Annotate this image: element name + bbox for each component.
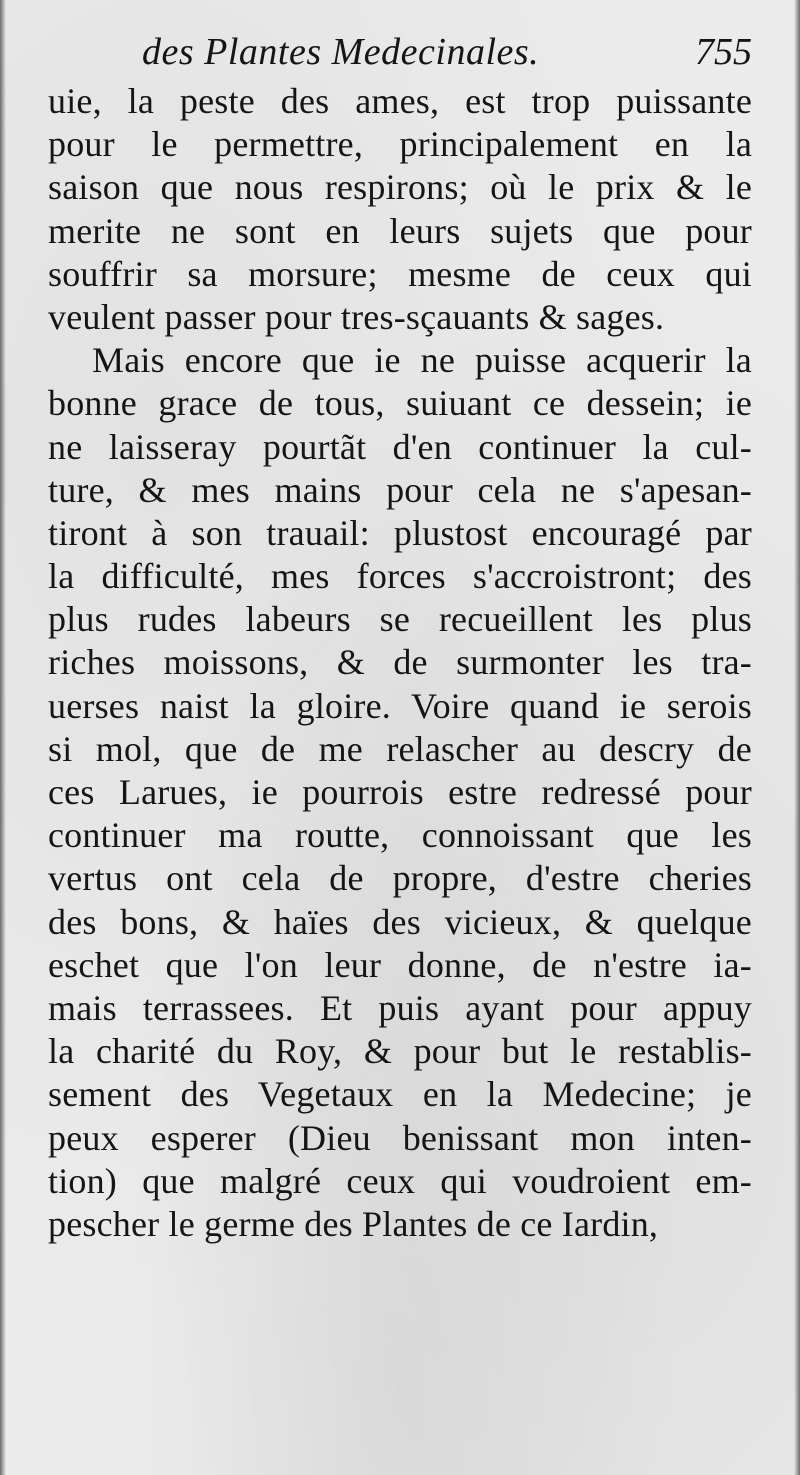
paragraph-first-line: Mais encore que ie ne puisse acquerir la — [92, 340, 752, 381]
running-header — [50, 28, 752, 76]
text-line: peux esperer (Dieu benissant mon inten- — [48, 1117, 752, 1158]
running-title: des Plantes Medecinales. — [142, 31, 540, 73]
page-edge-shadow-left — [0, 0, 6, 1475]
text-line: uerses naist la gloire. Voire quand ie serois — [48, 685, 752, 726]
text-line: ne laisseray pourtãt d'en continuer la cul- — [48, 426, 752, 467]
text-line: ces Larues, ie pourrois estre redressé pour — [48, 772, 752, 812]
text-line: veulent passer pour tres-sçauants & sages. — [48, 296, 665, 337]
text-line: pescher le germe des Plantes de ce Iardin, — [48, 1203, 659, 1244]
text-line: vertus ont cela de propre, d'estre cheries — [48, 858, 752, 899]
text-line: bonne grace de tous, suiuant ce dessein; ie — [48, 383, 752, 424]
text-line: merite ne sont en leurs sujets que pour — [48, 210, 752, 251]
text-line: tiront à son trauail: plustost encouragé par — [48, 512, 752, 553]
text-line: plus rudes labeurs se recueillent les plus — [48, 599, 752, 640]
text-line: eschet que l'on leur donne, de n'estre ia- — [48, 944, 752, 985]
text-line: pour le permettre, principalement en la — [48, 124, 752, 165]
text-line: continuer ma routte, connoissant que les — [48, 815, 752, 856]
page-edge-shadow-right — [794, 0, 800, 1475]
text-line: la difficulté, mes forces s'accroistront; des — [48, 556, 752, 597]
text-line: uie, la peste des ames, est trop puissante — [48, 81, 752, 121]
text-line: mais terrassees. Et puis ayant pour appuy — [48, 987, 752, 1028]
text-line: des bons, & haïes des vicieux, & quelque — [48, 901, 752, 942]
body-text — [48, 80, 752, 1246]
text-line: ture, & mes mains pour cela ne s'apesan- — [48, 469, 752, 510]
text-line: si mol, que de me relascher au descry de — [48, 728, 752, 769]
text-line: souffrir sa morsure; mesme de ceux qui — [48, 253, 752, 294]
text-line: saison que nous respirons; où le prix & le — [48, 167, 752, 208]
text-line: tion) que malgré ceux qui voudroient em- — [48, 1160, 752, 1201]
text-line: sement des Vegetaux en la Medecine; je — [48, 1074, 752, 1115]
text-line: la charité du Roy, & pour but le restablis- — [48, 1031, 752, 1072]
page-number: 755 — [695, 31, 752, 73]
text-line: riches moissons, & de surmonter les tra- — [48, 642, 752, 683]
